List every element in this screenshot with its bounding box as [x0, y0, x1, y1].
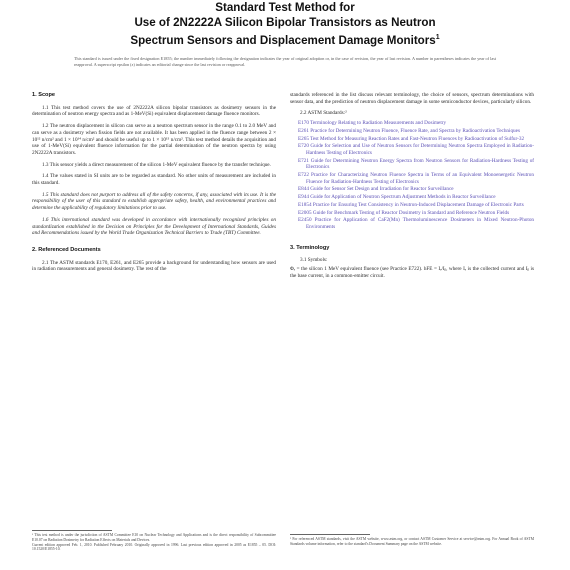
document-title: [0, 0, 570, 48]
reference-code: E944: [298, 194, 309, 201]
footnotes-right: [290, 537, 534, 547]
paragraph-1-5: 1.5 This standard does not purport to address all of the safety concerns, if any, associated with its use. It is the responsibility of the user of this standard to establish appropriate safety, health, and environmental practices and determine the applicability of regulatory limitations prior to use.: [32, 191, 276, 212]
reference-link[interactable]: [298, 194, 534, 201]
paragraph-3-1: 3.1 Symbols:: [300, 257, 328, 264]
reference-link[interactable]: [298, 217, 534, 230]
reference-title: Practice for Characterizing Neutron Fluence Spectra in Terms of an Equivalent Monoenergetic Neutron Fluence for Radiation-Hardness Testing of Electronics: [306, 172, 534, 185]
reference-link[interactable]: [298, 136, 534, 143]
reference-link[interactable]: [298, 202, 534, 209]
title-line-2: Use of 2N2222A Silicon Bipolar Transistors as Neutron: [134, 16, 436, 29]
paragraph-2-1-continued: standards referenced in the list discuss relevant terminology, the choice of sensors, spectrum determinations with sensor data, and the prediction of neutron displacement damage in some semiconductor devices, particularly silicon.: [290, 92, 534, 105]
footnote-edition: Current edition approved Feb. 1, 2010. Published February 2010. Originally approved in 1996. Last previous edition approved in 2005 as E1855 – 05. DOI: 10.1520/E1855-10.: [32, 542, 276, 552]
reference-code: E721: [298, 157, 309, 164]
reference-title: Practice for Ensuring Test Consistency in Neutron-Induced Displacement Damage of Electronic Parts: [312, 201, 524, 208]
reference-title: Guide for Benchmark Testing of Reactor Dosimetry in Standard and Reference Neutron Fields: [312, 209, 510, 216]
title-line-1: Standard Test Method for: [215, 1, 355, 14]
paragraph-2-2: 2.2 ASTM Standards:²: [300, 110, 347, 117]
reference-code: E720: [298, 143, 309, 150]
footnote-divider-left: [32, 530, 112, 531]
reference-code: E2450: [298, 217, 312, 224]
reference-code: E170: [298, 120, 309, 127]
right-column: [290, 92, 534, 284]
reference-link[interactable]: [298, 128, 534, 135]
reference-code: E265: [298, 135, 309, 142]
title-footnote-mark: 1: [435, 34, 440, 41]
reference-link[interactable]: [298, 120, 534, 127]
reference-title: Practice for Determining Neutron Fluence, Fluence Rate, and Spectra by Radioactivation Techniques: [310, 127, 520, 134]
reference-link[interactable]: [298, 158, 534, 171]
reference-link[interactable]: [298, 172, 534, 185]
reference-link[interactable]: [298, 186, 534, 193]
footnote-2: ² For referenced ASTM standards, visit the ASTM website, www.astm.org, or contact ASTM Customer Service at service@astm.org. For Annual Book of ASTM Standards volume information, refer to the standard's Document Summary page on the ASTM website.: [290, 537, 534, 546]
reference-link[interactable]: [298, 210, 534, 217]
footnotes-left: [32, 533, 276, 552]
reference-title: Test Method for Measuring Reaction Rates and Fast-Neutron Fluences by Radioactivation of Sulfur-32: [310, 135, 525, 142]
paragraph-1-2: 1.2 The neutron displacement in silicon can serve as a neutron spectrum sensor in the range 0.1 to 2.0 MeV and can serve as a dosimetry when fission fields are not available. It has been applied in the fluence range between 2 × 10¹² n/cm² and 1 × 10¹⁴ n/cm² and should be useful up to 1 × 10¹⁵ n/cm². This test method details the acquisition and use of 1-MeV(Si) equivalent fluence information for the partial determination of the neutron spectra by using 2N2222A transistors.: [32, 123, 276, 156]
paragraph-1-4: 1.4 The values stated in SI units are to be regarded as standard. No other units of measurement are included in this standard.: [32, 173, 276, 187]
left-column: [32, 92, 276, 278]
title-line-3-text: Spectrum Sensors and Displacement Damage Monitors: [130, 33, 436, 47]
symbols-definition: Φₑ = the silicon 1 MeV equivalent fluence (see Practice E722). hFE = Iₑ/Iᵦ, where Iₑ is the collected current and Iᵦ is the base current, in a common-emitter circuit.: [290, 266, 534, 279]
section-heading-scope: 1. Scope: [32, 92, 56, 98]
reference-code: E261: [298, 127, 309, 134]
paragraph-2-1: 2.1 The ASTM standards E170, E261, and E265 provide a background for understanding how sensors are used in radiation measurements and general dosimetry. The rest of the: [32, 259, 276, 273]
title-line-3: [0, 30, 570, 48]
referenced-standards-list: [290, 110, 534, 230]
reference-title: Guide for Selection and Use of Neutron Sensors for Determining Neutron Spectra Employed in Radiation-Hardness Testing of Electronics: [306, 143, 535, 156]
paragraph-1-6: 1.6 This international standard was developed in accordance with internationally recognized principles on standardization established in the Decision on Principles for the Development of International Standards, Guides and Recommendations issued by the World Trade Organization Technical Barriers to Trade (TBT) Committee.: [32, 216, 276, 237]
paragraph-1-1: 1.1 This test method covers the use of 2N2222A silicon bipolar transistors as dosimetry sensors in the determination of neutron energy spectra and as 1-MeV(Si) equivalent displacement damage fluence monitors.: [32, 104, 276, 118]
reference-title: Guide for Sensor Set Design and Irradiation for Reactor Surveillance: [310, 186, 454, 193]
issuance-note: This standard is issued under the fixed designation E1855; the number immediately following the designation indicates the year of original adoption or, in the case of revision, the year of last revision. A number in parentheses indicates the year of last reapproval. A superscript epsilon (ε) indicates an editorial change since the last revision or reapproval.: [74, 56, 496, 67]
reference-code: E722: [298, 172, 309, 179]
reference-code: E2005: [298, 209, 312, 216]
reference-title: Guide for Application of Neutron Spectrum Adjustment Methods in Reactor Surveillance: [310, 194, 496, 201]
reference-title: Practice for Application of CaF2(Mn) Thermoluminescence Dosimeters in Mixed Neutron-Photon Environments: [306, 217, 535, 230]
section-heading-referenced-documents: 2. Referenced Documents: [32, 246, 101, 253]
footnote-divider-right: [290, 534, 370, 535]
reference-title: Terminology Relating to Radiation Measurements and Dosimetry: [310, 120, 447, 127]
section-heading-terminology: 3. Terminology: [290, 244, 330, 251]
reference-code: E1854: [298, 201, 312, 208]
paragraph-1-3: 1.3 This sensor yields a direct measurement of the silicon 1-MeV equivalent fluence by the transfer technique.: [42, 161, 271, 168]
reference-title: Guide for Determining Neutron Energy Spectra from Neutron Sensors for Radiation-Hardness Testing of Electronics: [306, 157, 535, 171]
reference-link[interactable]: [298, 143, 534, 156]
reference-code: E844: [298, 186, 309, 193]
footnote-1: ¹ This test method is under the jurisdiction of ASTM Committee E10 on Nuclear Technology and Applications and is the direct responsibility of Subcommittee E10.07 on Radiation Dosimetry for Radiation Effects on Materials and Devices.: [32, 533, 276, 542]
